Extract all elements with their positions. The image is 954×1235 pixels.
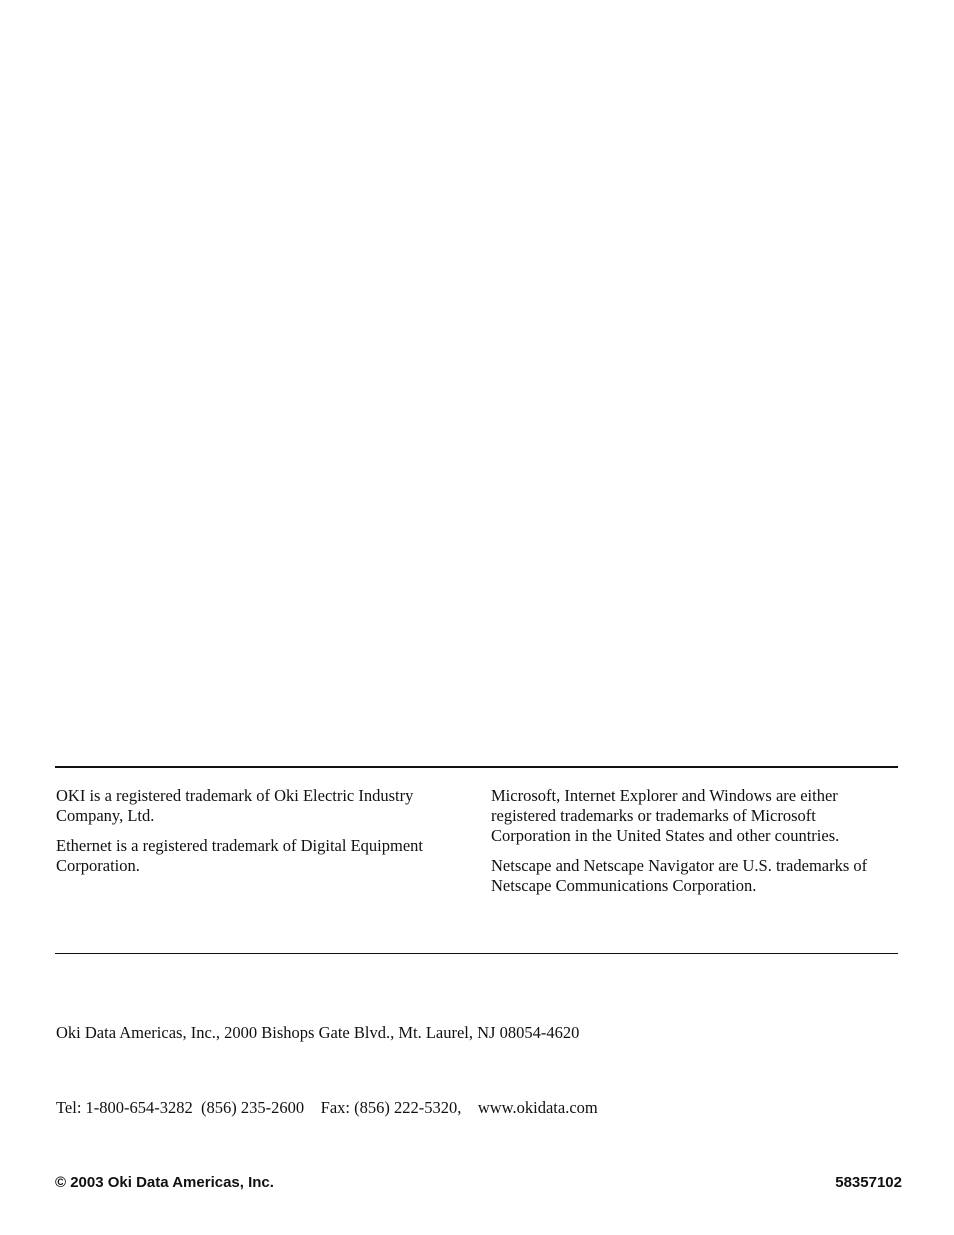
contact-block xyxy=(56,970,598,1145)
trademarks-left-column xyxy=(56,786,456,886)
middle-divider xyxy=(55,953,898,954)
trademark-microsoft: Microsoft, Internet Explorer and Windows are either registered trademarks or trademarks of Microsoft Corporation in the United States and other countries. xyxy=(491,786,840,845)
trademark-oki: OKI is a registered trademark of Oki Electric Industry Company, Ltd. xyxy=(56,786,414,825)
company-address: Oki Data Americas, Inc., 2000 Bishops Gate Blvd., Mt. Laurel, NJ 08054-4620 xyxy=(56,1023,580,1042)
trademark-ethernet: Ethernet is a registered trademark of Digital Equipment Corporation. xyxy=(56,836,423,875)
trademark-netscape: Netscape and Netscape Navigator are U.S. trademarks of Netscape Communications Corporation. xyxy=(491,856,868,895)
phone-fax-web: Tel: 1-800-654-3282 (856) 235-2600 Fax: (856) 222-5320, www.okidata.com xyxy=(56,1098,598,1117)
trademarks-right-column xyxy=(491,786,891,906)
top-divider xyxy=(55,766,898,768)
copyright-notice: © 2003 Oki Data Americas, Inc. xyxy=(55,1174,274,1191)
document-number: 58357102 xyxy=(835,1174,902,1191)
